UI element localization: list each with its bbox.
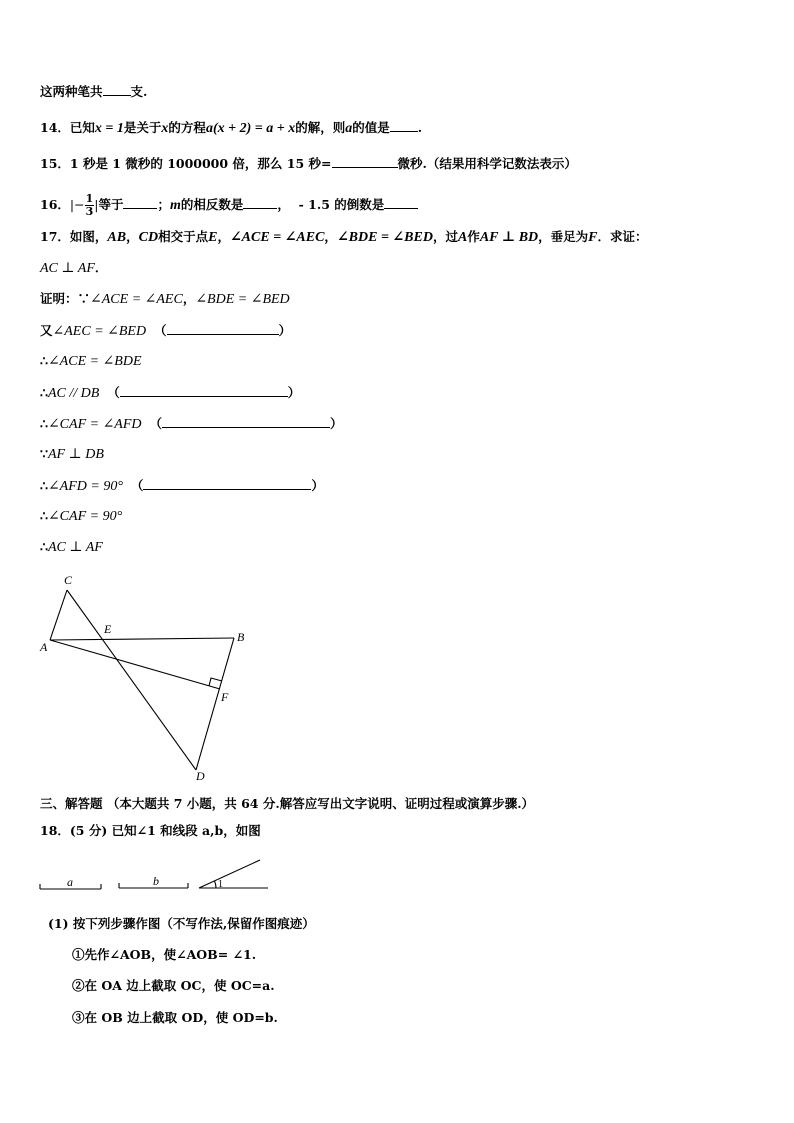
q14-math-equation: a(x + 2) = a + x — [205, 121, 296, 136]
label-point-f: F — [221, 690, 229, 704]
q16-math-m: m — [170, 198, 181, 213]
section-3-heading: 三、解答题 （本大题共 7 小题，共 64 分.解答应写出文字说明、证明过程或演算步骤.） — [40, 796, 535, 811]
label-point-d: D — [196, 769, 205, 783]
label-point-c: C — [64, 573, 73, 587]
q16-text-c: - 1.5 的倒数是 — [298, 197, 385, 212]
q17-math-eq2: ∠BDE = ∠BED — [336, 230, 433, 245]
proof-6-stmt: AF ⊥ DB — [47, 447, 104, 462]
q17-line2-end: ． — [94, 260, 108, 275]
proof-7-label: ∴ — [40, 478, 48, 493]
segment-ab — [50, 638, 234, 640]
q17-math-a: A — [457, 230, 468, 245]
q14-text-b: 是关于 — [123, 120, 162, 135]
q18-sub-1: (1) 按下列步骤作图（不写作法,保留作图痕迹） — [48, 916, 315, 931]
q16-text-a: 等于 — [98, 197, 124, 212]
angle-1-arc — [215, 881, 217, 888]
proof-1-b: ∠BDE = ∠BED — [195, 292, 290, 307]
q17-number: 17． — [40, 229, 70, 244]
q16-frac-num: 1 — [85, 192, 94, 205]
segment-cd — [67, 590, 196, 770]
proof-2-lp: （ — [154, 323, 167, 338]
proof-5-label: ∴ — [40, 416, 48, 431]
q18-head: 18．(5 分) 已知∠1 和线段 a,b，如图 — [40, 823, 261, 838]
q17-math-perp: AF ⊥ BD — [479, 230, 539, 245]
q17-math-cd: CD — [138, 230, 159, 245]
proof-1-label: 证明：∵ — [40, 291, 91, 306]
q15-text-pre: 15．1 秒是 1 微秒的 1000000 倍，那么 15 秒= — [40, 156, 332, 171]
proof-7-stmt: ∠AFD = 90° — [47, 479, 123, 494]
label-point-a: A — [40, 640, 48, 654]
label-segment-b: b — [153, 874, 159, 888]
q15-text-post: 微秒.（结果用科学记数法表示） — [397, 156, 577, 171]
q16-abs-left: |− — [69, 197, 85, 212]
segment-ac — [50, 590, 67, 640]
proof-8-stmt: ∠CAF = 90° — [47, 509, 123, 524]
proof-3-stmt: ∠ACE = ∠BDE — [47, 354, 142, 369]
q13-text-post: 支. — [130, 84, 148, 99]
proof-3-label: ∴ — [40, 353, 48, 368]
q16-frac-den: 3 — [85, 205, 94, 218]
label-point-e: E — [104, 622, 112, 636]
proof-5-lp: （ — [149, 416, 162, 431]
q17-text-d: 作 — [467, 229, 480, 244]
q17-prove-statement: AC ⊥ AF — [40, 261, 95, 276]
q17-math-e: E — [208, 230, 218, 245]
proof-4-stmt: AC // DB — [47, 386, 100, 401]
proof-5-rp: ） — [330, 416, 343, 431]
proof-9-stmt: AC ⊥ AF — [47, 540, 103, 555]
q17-math-ab: AB — [107, 230, 127, 245]
proof-1-a: ∠ACE = ∠AEC — [90, 292, 183, 307]
q17-text-c: ，过 — [432, 229, 458, 244]
proof-8-label: ∴ — [40, 508, 48, 523]
q14-text-d: 的解，则 — [295, 120, 346, 135]
q18-step-2: ②在 OA 边上截取 OC，使 OC=a. — [72, 978, 275, 993]
segment-af — [50, 640, 220, 689]
q18-step-3: ③在 OB 边上截取 OD，使 OD=b. — [72, 1010, 278, 1025]
proof-9-label: ∴ — [40, 539, 48, 554]
proof-7-rp: ） — [311, 478, 324, 493]
q17-text-e: ，垂足为 — [538, 229, 589, 244]
q14-text-a: 已知 — [69, 120, 95, 135]
proof-5-stmt: ∠CAF = ∠AFD — [47, 417, 142, 432]
q17-sep-3: ， — [324, 229, 337, 244]
label-segment-a: a — [67, 875, 73, 889]
q16-abs-right: | — [94, 197, 99, 212]
proof-2-stmt: ∠AEC = ∠BED — [52, 324, 147, 339]
q17-text-b: 相交于点 — [158, 229, 209, 244]
q17-sep-1: ， — [126, 229, 139, 244]
proof-4-label: ∴ — [40, 385, 48, 400]
label-point-b: B — [237, 630, 245, 644]
q16-text-b: 的相反数是 — [180, 197, 244, 212]
label-angle-1: 1 — [218, 879, 223, 890]
angle-1-upper-ray — [199, 860, 260, 888]
segment-bd — [196, 638, 234, 770]
proof-4-lp: （ — [107, 385, 120, 400]
q14-math-x-eq-1: x = 1 — [94, 121, 124, 136]
q14-end: . — [417, 120, 423, 135]
q17-math-f: F — [588, 230, 598, 245]
q17-text-a: 如图， — [69, 229, 108, 244]
proof-2-label: 又 — [40, 323, 53, 338]
q14-number: 14． — [40, 120, 70, 135]
proof-4-rp: ） — [287, 385, 301, 400]
proof-2-rp: ） — [278, 323, 292, 338]
q14-text-c: 的方程 — [168, 120, 206, 135]
q16-sep-1: ； — [157, 197, 170, 212]
proof-1-sep: ， — [182, 291, 196, 306]
q14-text-e: 的值是 — [352, 120, 390, 135]
q16-number: 16． — [40, 197, 70, 212]
q17-math-eq1: ∠ACE = ∠AEC — [229, 230, 325, 245]
q14-math-a: a — [345, 121, 353, 136]
q14-math-x: x — [161, 121, 169, 136]
q16-sep-2: ， — [277, 197, 290, 212]
q17-sep-2: ， — [217, 229, 230, 244]
proof-7-lp: （ — [130, 478, 144, 493]
q13-text-pre: 这两种笔共 — [40, 84, 103, 99]
q18-step-1: ①先作∠AOB，使∠AOB= ∠1. — [72, 947, 257, 962]
q17-text-g: ．求证： — [597, 229, 648, 244]
proof-6-label: ∵ — [40, 446, 48, 461]
